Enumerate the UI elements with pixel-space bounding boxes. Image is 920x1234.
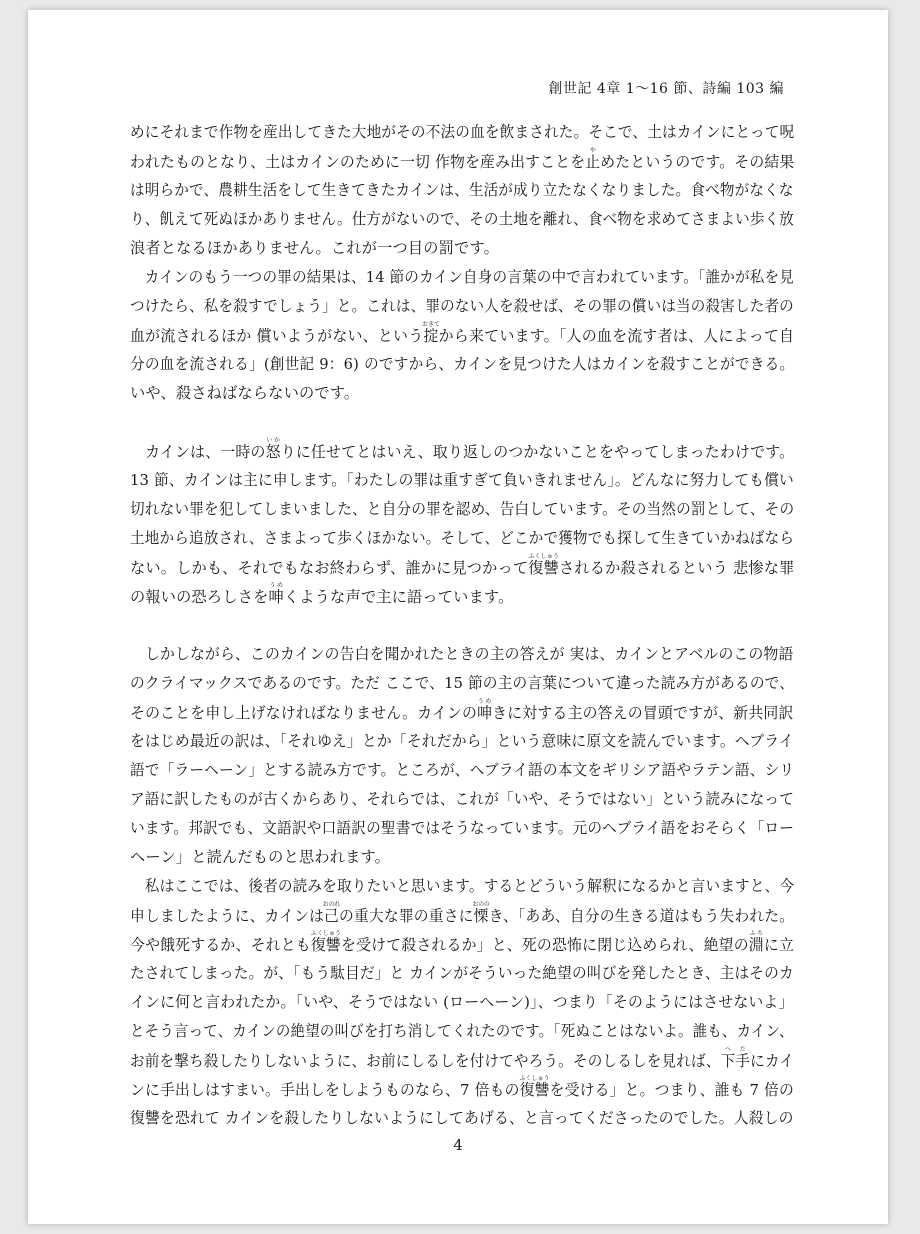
text-line: のクライマックスであるのです。ただ ここで、15 節の主の言葉について違った読み方があるので、 [130,674,795,692]
text-line: そのことを申し上げなければなりません。カインの呻うめきに対する主の答えの冒頭ですが、新共同訳 [130,698,794,722]
text-line: めにそれまで作物を産出してきた大地がその不法の血を飲まされた。そこで、土はカインにとって呪 [130,123,795,141]
paragraph-start: 私はここでは、後者の読みを取りたいと思います。するとどういう解釈になるかと言いますと、今 [144,877,795,895]
ruby-annotation: 掟おきて [422,321,440,345]
ruby-annotation: 止や [585,147,601,171]
ruby-annotation: 呻うめ [477,698,493,722]
document-page [28,10,888,1224]
text-line: います。邦訳でも、文語訳や口語訳の聖書ではそうなっています。元のヘブライ語をおそらく「ロー [130,819,795,837]
text-line: お前を撃ち殺したりしないように、お前にしるしを付けてやろう。そのしるしを見れば、下手へたにカイ [130,1046,794,1070]
text-line: の報いの恐ろしさを呻うめくような声で主に語っています。 [130,582,514,606]
text-line: いや、殺さねばならないのです。 [130,384,360,402]
paragraph-gap [130,611,794,640]
text-line: 切れない罪を犯してしまいました、と自分の罪を認め、告白しています。その当然の罰として、その [130,500,795,518]
text-line: り、飢えて死ぬほかありません。仕方がないので、その土地を離れ、食べ物を求めてさまよい歩く放 [130,210,794,228]
paragraph-start: カインのもう一つの罪の結果は、14 節のカイン自身の言葉の中で言われています。「誰かが私を見 [144,268,795,286]
ruby-annotation: 己おのれ [322,901,341,925]
text-line: インに何と言われたか。「いや、そうではない (ローヘーン)」、つまり「そのようにはさせないよ」 [130,993,794,1011]
text-line: ヘーン」と読んだものと思われます。 [130,848,391,866]
text-line: 申しましたように、カインは己おのれの重大な罪の重さに慄おののき、「ああ、自分の生きる道はもう失われた。 [130,901,795,925]
ruby-annotation: 復讐ふくしゅう [519,1075,550,1099]
text-line: われたものとなり、土はカインのために一切 作物を産み出すことを止やめたというのです。その結果 [130,147,795,171]
body-text [130,118,794,1133]
text-line: 土地から追放され、さまよって歩くほかない。そして、どこかで獲物でも探して生きていかねばなら [130,529,795,547]
text-line: ア語に訳したものが古くからあり、それらでは、これが「いや、そうではない」という読みになって [130,790,794,808]
ruby-annotation: 復讐ふくしゅう [528,553,559,577]
running-header: 創世記 4章 1〜16 節、詩編 103 編 [548,81,784,97]
text-line: 血が流されるほか 償いようがない、という掟おきてから来ています。「人の血を流す者は、人によって自 [130,321,795,345]
text-line: 今や餓死するか、それとも復讐ふくしゅうを受けて殺されるか」と、死の恐怖に閉じ込められ、絶望の淵ふちに立 [130,930,795,954]
text-line: ない。しかも、それでもなお終わらず、誰かに見つかって復讐ふくしゅうされるか殺されるという 悲惨な罪 [130,553,795,577]
ruby-annotation: 怒いか [265,437,281,461]
ruby-annotation: 復讐ふくしゅう [310,930,341,954]
text-line: とそう言って、カインの絶望の叫びを打ち消してくれたのです。「死ぬことはないよ。誰も、カイン、 [130,1022,794,1040]
ruby-annotation: 淵ふち [748,930,764,954]
text-line: 浪者となるほかありません。これが一つ目の罰です。 [130,239,499,257]
text-line: をはじめ最近の訳は、「それゆえ」とか「それだから」という意味に原文を読んでいます。ヘブライ [130,732,794,750]
paragraph-start: しかしながら、このカインの告白を聞かれたときの主の答えが 実は、カインとアベルのこの物語 [145,645,794,663]
text-line: つけたら、私を殺すでしょう」と。これは、罪のない人を殺せば、その罪の償いは当の殺害した者の [130,297,794,315]
text-line: たされてしまった。が、「もう駄目だ」と カインがそういった絶望の叫びを発したとき、主はそのカ [130,964,794,982]
paragraph-start: カインは、一時の怒いかりに任せてとはいえ、取り返しのつかないことをやってしまったわけです。 [145,437,795,461]
text-line: は明らかで、農耕生活をして生きてきたカインは、生活が成り立たなくなりました。食べ物がなくな [130,181,794,199]
text-line: 語で「ラーヘーン」とする読み方です。ところが、ヘブライ語の本文をギリシア語やラテン語、シリ [130,761,795,779]
ruby-annotation: 呻うめ [268,582,284,606]
text-line: 13 節、カインは主に申します。「わたしの罪は重すぎて負いきれません」。どんなに努力しても償い [130,471,794,489]
text-line: 復讐を恐れて カインを殺したりしないようにしてあげる、と言ってくださったのでした。人殺しの [130,1109,794,1127]
text-line: 分の血を流される」(創世記 9：6) のですから、カインを見つけた人はカインを殺すことができる。 [130,355,795,373]
ruby-annotation: 下手へた [720,1046,751,1070]
text-line: ンに手出しはすまい。手出しをしようものなら、7 倍もの復讐ふくしゅうを受ける」と。つまり、誰も 7 倍の [130,1075,795,1099]
ruby-annotation: 慄おのの [472,901,490,925]
paragraph-gap [130,408,794,437]
page-number: 4 [453,1136,463,1154]
